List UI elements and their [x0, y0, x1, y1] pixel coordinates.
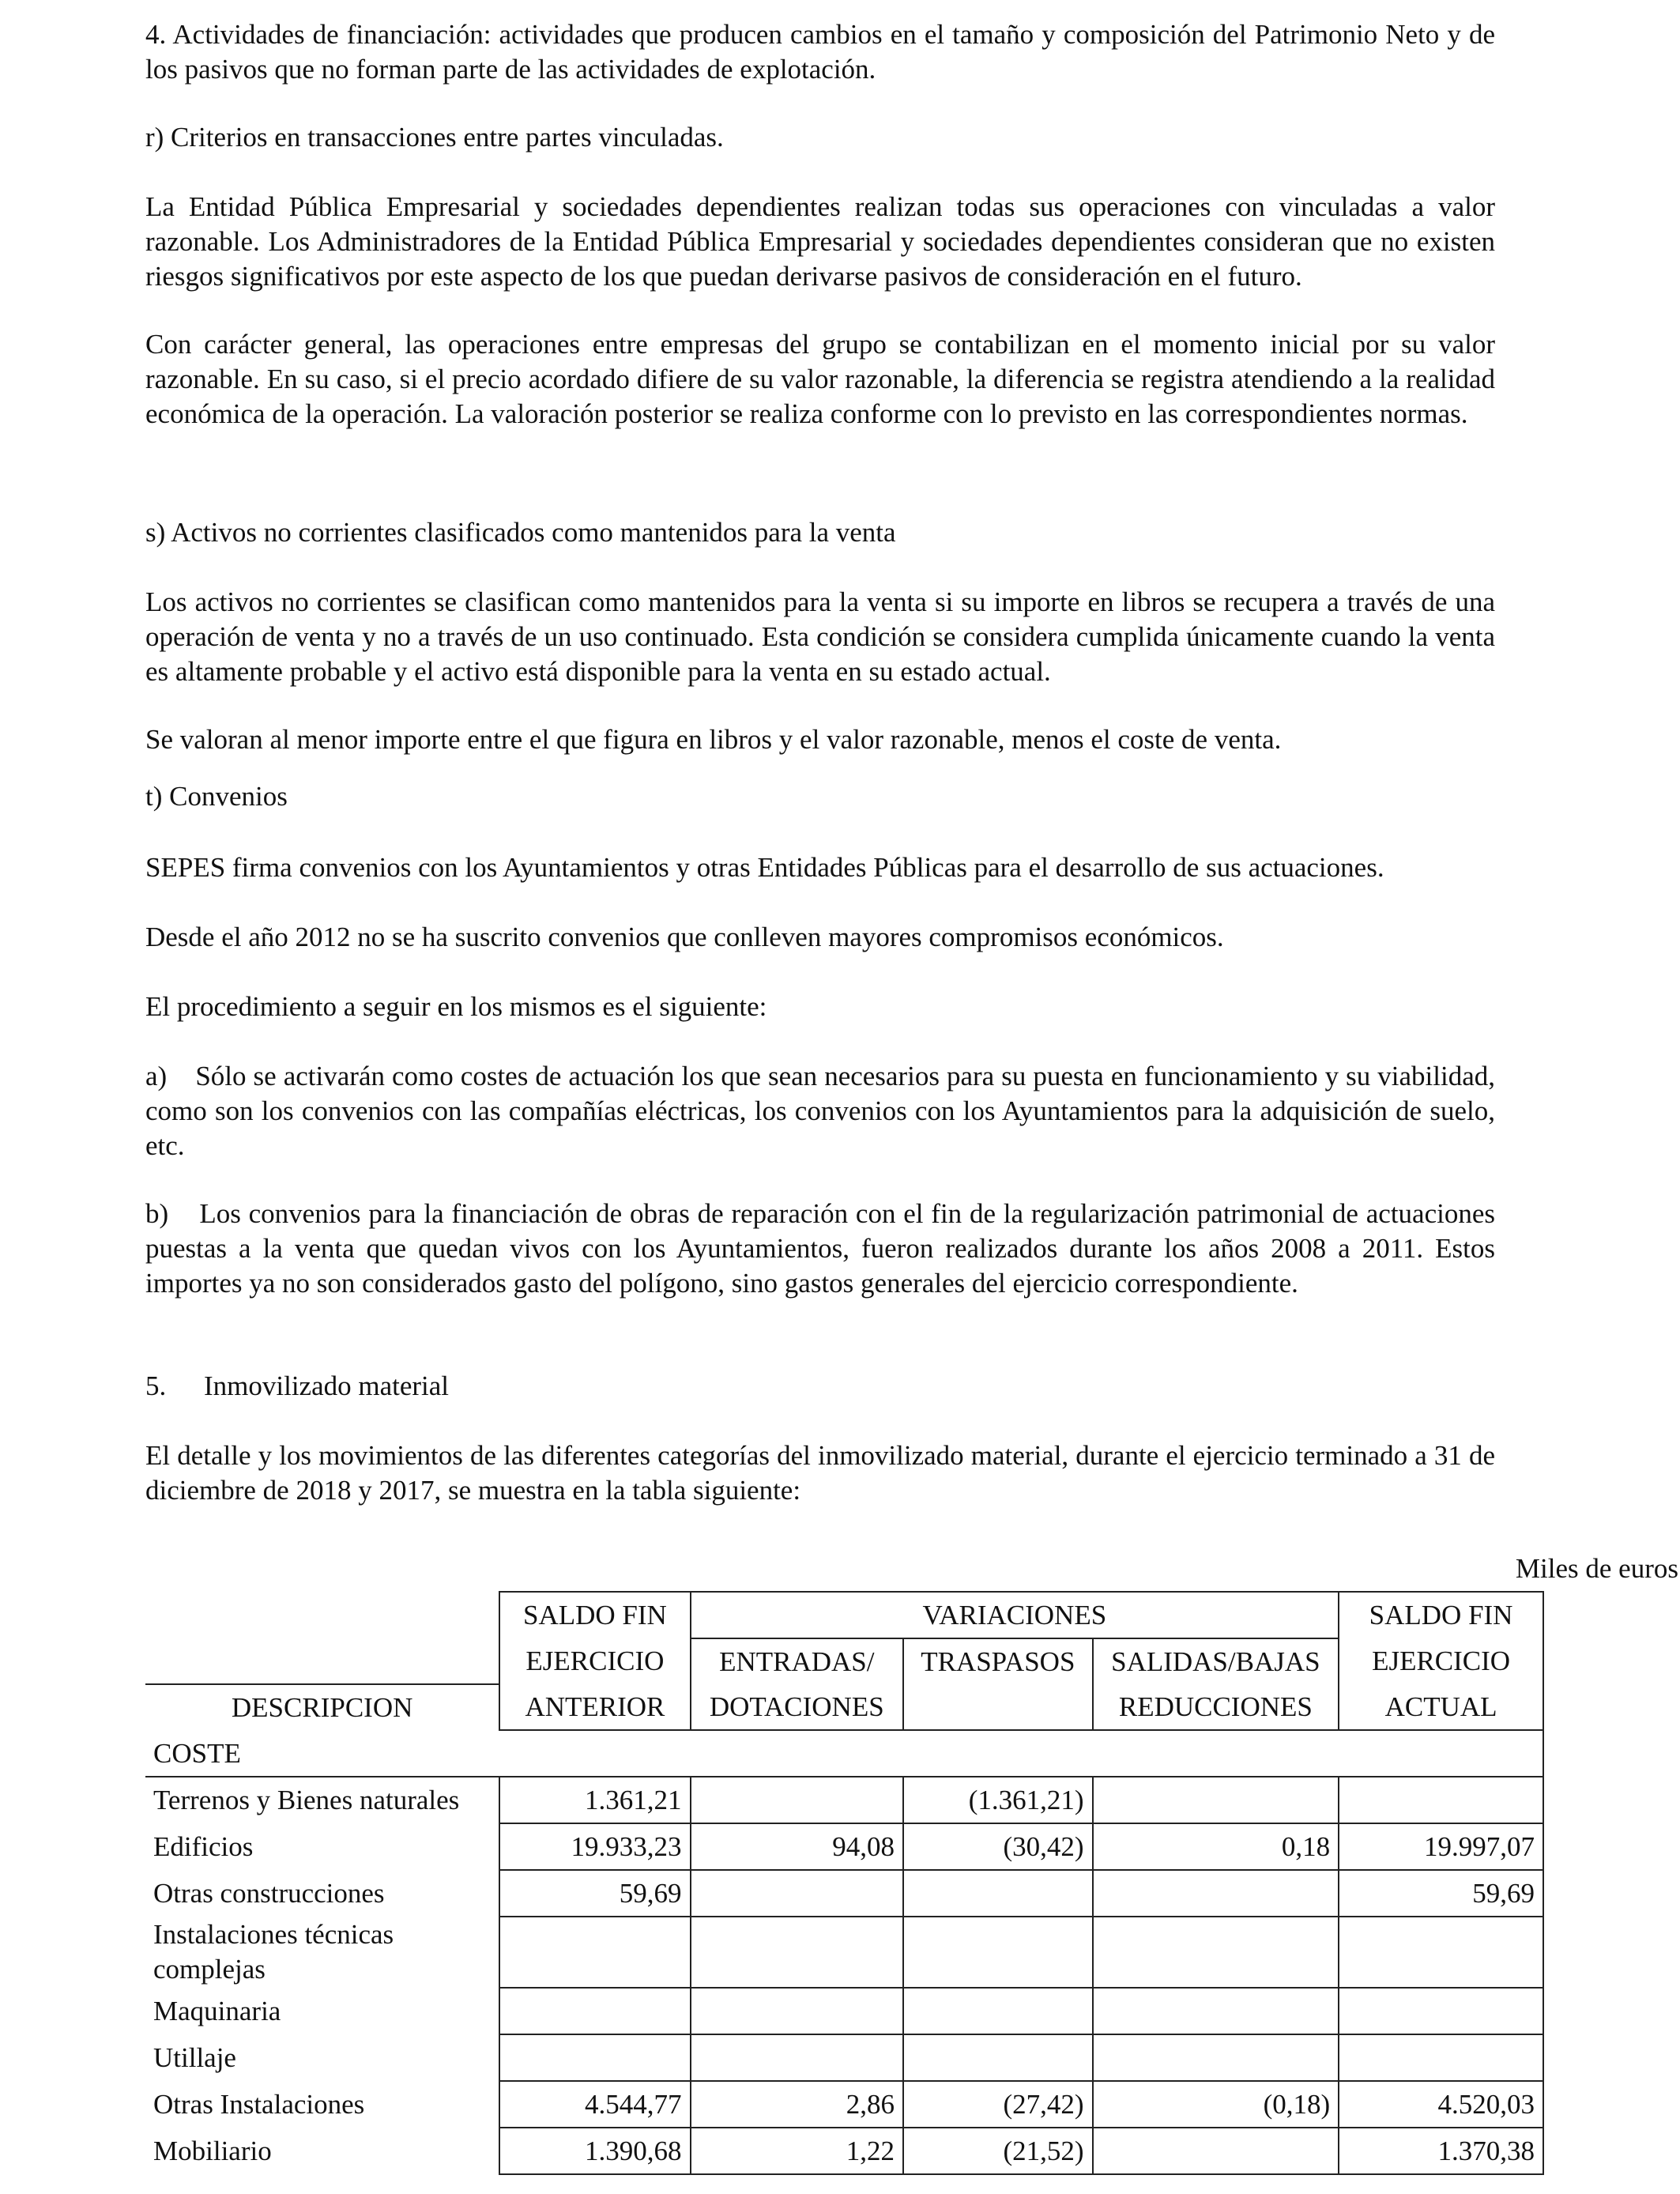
row-description: Utillaje — [153, 2041, 236, 2073]
header-saldo-actual-3: ACTUAL — [1339, 1684, 1543, 1730]
cell-entradas — [691, 2034, 904, 2081]
cell-actual: 19.997,07 — [1339, 1823, 1543, 1870]
table-header-row-1 — [145, 1592, 1543, 1638]
cell-actual — [1339, 1917, 1543, 1988]
units-label: Miles de euros — [1515, 1553, 1678, 1584]
row-description: Terrenos y Bienes naturales — [153, 1785, 460, 1815]
row-description: Otras Instalaciones — [153, 2088, 365, 2120]
table-row — [145, 1777, 1543, 1823]
cell-entradas — [691, 1917, 904, 1988]
list-item-a — [145, 1059, 1495, 1163]
table-row — [145, 1823, 1543, 1870]
cell-traspasos — [903, 1870, 1093, 1917]
cell-salidas — [1093, 1917, 1339, 1988]
table-header-row-3 — [145, 1684, 1543, 1730]
cell-entradas: 1,22 — [691, 2128, 904, 2174]
row-description: Mobiliario — [153, 2135, 272, 2166]
cell-salidas — [1093, 1988, 1339, 2034]
header-traspasos: TRASPASOS — [903, 1638, 1093, 1684]
header-salidas-1: SALIDAS/BAJAS — [1111, 1646, 1320, 1677]
row-description: Otras construcciones — [153, 1877, 385, 1909]
cell-anterior: 19.933,23 — [499, 1823, 690, 1870]
row-description: Instalaciones técnicas complejas — [153, 1919, 394, 1985]
paragraph-table-intro: El detalle y los movimientos de las diferentes categorías del inmovilizado material, durante el ejercicio terminado a 31 de diciembre de 2018 y 2017, se muestra en la tabla siguiente: — [145, 1440, 1495, 1506]
header-variaciones: VARIACIONES — [691, 1592, 1339, 1638]
section-label-coste: COSTE — [145, 1730, 1543, 1777]
section-title: Inmovilizado material — [204, 1370, 450, 1401]
heading-related-parties: r) Criterios en transacciones entre partes vinculadas. — [145, 122, 724, 153]
paragraph-group-operations: Con carácter general, las operaciones entre empresas del grupo se contabilizan en el momento inicial por su valor razonable. En su caso, si el precio acordado difiere de su valor razonable, la diferencia se registra atendiendo a la realidad económica de la operación. La valoración posterior se realiza conforme con lo previsto en las correspondientes normas. — [145, 329, 1495, 429]
cell-traspasos: (1.361,21) — [903, 1777, 1093, 1823]
list-item-a-text: Sólo se activarán como costes de actuación los que sean necesarios para su puesta en funcionamiento y su viabilidad, como son los convenios con las compañías eléctricas, los convenios con los Ayuntamientos para la adquisición de suelo, etc. — [145, 1061, 1495, 1161]
list-item-b-label: b) — [145, 1198, 169, 1229]
cell-actual — [1339, 1777, 1543, 1823]
cell-anterior — [499, 1988, 690, 2034]
cell-entradas: 94,08 — [691, 1823, 904, 1870]
paragraph-procedure: El procedimiento a seguir en los mismos es el siguiente: — [145, 991, 767, 1022]
cell-traspasos: (30,42) — [903, 1823, 1093, 1870]
table-section-row — [145, 1730, 1543, 1777]
cell-anterior — [499, 2034, 690, 2081]
paragraph-since-2012: Desde el año 2012 no se ha suscrito convenios que conlleven mayores compromisos económicos. — [145, 922, 1224, 952]
fixed-assets-table — [145, 1591, 1544, 2175]
paragraph-financing-activities: 4. Actividades de financiación: actividades que producen cambios en el tamaño y composición del Patrimonio Neto y de los pasivos que no forman parte de las actividades de explotación. — [145, 19, 1495, 85]
table-row — [145, 1988, 1543, 2034]
list-item-a-label: a) — [145, 1061, 168, 1091]
section-heading-5 — [145, 1369, 1495, 1404]
header-entradas-1: ENTRADAS/ — [719, 1646, 875, 1677]
cell-anterior: 4.544,77 — [499, 2081, 690, 2128]
table-row — [145, 1917, 1543, 1988]
header-saldo-actual-2: EJERCICIO — [1339, 1638, 1543, 1684]
table-row — [145, 2128, 1543, 2174]
header-salidas-2: REDUCCIONES — [1093, 1684, 1339, 1730]
cell-salidas — [1093, 2034, 1339, 2081]
cell-salidas — [1093, 1870, 1339, 1917]
cell-entradas: 2,86 — [691, 2081, 904, 2128]
cell-salidas: 0,18 — [1093, 1823, 1339, 1870]
cell-traspasos — [903, 2034, 1093, 2081]
cell-actual — [1339, 1988, 1543, 2034]
cell-salidas — [1093, 1777, 1339, 1823]
cell-traspasos: (21,52) — [903, 2128, 1093, 2174]
cell-salidas — [1093, 2128, 1339, 2174]
cell-entradas — [691, 1870, 904, 1917]
header-descripcion: DESCRIPCION — [231, 1691, 413, 1723]
table-row — [145, 2034, 1543, 2081]
paragraph-related-parties: La Entidad Pública Empresarial y sociedades dependientes realizan todas sus operaciones con vinculadas a valor razonable. Los Administradores de la Entidad Pública Empresarial y sociedades dependientes consideran que no existen riesgos significativos por este aspecto de los que puedan derivarse pasivos de consideración en el futuro. — [145, 191, 1495, 292]
cell-traspasos: (27,42) — [903, 2081, 1093, 2128]
heading-agreements: t) Convenios — [145, 781, 288, 812]
cell-anterior — [499, 1917, 690, 1988]
cell-entradas — [691, 1777, 904, 1823]
cell-entradas — [691, 1988, 904, 2034]
cell-anterior: 1.390,68 — [499, 2128, 690, 2174]
paragraph-non-current-assets: Los activos no corrientes se clasifican como mantenidos para la venta si su importe en libros se recupera a través de una operación de venta y no a través de un uso continuado. Esta condición se considera cumplida únicamente cuando la venta es altamente probable y el activo está disponible para la venta en su estado actual. — [145, 586, 1495, 687]
cell-anterior: 1.361,21 — [499, 1777, 690, 1823]
table-header-row-2 — [145, 1638, 1543, 1684]
paragraph-sepes-agreements: SEPES firma convenios con los Ayuntamientos y otras Entidades Públicas para el desarrollo de sus actuaciones. — [145, 852, 1384, 883]
cell-actual: 4.520,03 — [1339, 2081, 1543, 2128]
heading-non-current-assets: s) Activos no corrientes clasificados como mantenidos para la venta — [145, 517, 896, 548]
cell-traspasos — [903, 1917, 1093, 1988]
table-row — [145, 2081, 1543, 2128]
header-saldo-anterior-1: SALDO FIN — [499, 1592, 690, 1638]
cell-actual: 1.370,38 — [1339, 2128, 1543, 2174]
row-description: Edificios — [153, 1830, 254, 1862]
cell-salidas: (0,18) — [1093, 2081, 1339, 2128]
paragraph-valuation: Se valoran al menor importe entre el que figura en libros y el valor razonable, menos el coste de venta. — [145, 724, 1282, 755]
header-saldo-actual-1: SALDO FIN — [1339, 1592, 1543, 1638]
list-item-b — [145, 1197, 1495, 1301]
cell-anterior: 59,69 — [499, 1870, 690, 1917]
header-saldo-anterior-2: EJERCICIO — [499, 1638, 690, 1684]
cell-actual: 59,69 — [1339, 1870, 1543, 1917]
header-saldo-anterior-3: ANTERIOR — [499, 1684, 690, 1730]
header-entradas-2: DOTACIONES — [691, 1684, 904, 1730]
cell-traspasos — [903, 1988, 1093, 2034]
section-number: 5. — [145, 1370, 167, 1401]
row-description: Maquinaria — [153, 1995, 281, 2026]
table-row — [145, 1870, 1543, 1917]
list-item-b-text: Los convenios para la financiación de obras de reparación con el fin de la regularización patrimonial de actuaciones puestas a la venta que quedan vivos con los Ayuntamientos, fueron realizados durante los años 2008 a 2011. Estos importes ya no son considerados gasto del polígono, sino gastos generales del ejercicio correspondiente. — [145, 1198, 1496, 1299]
cell-actual — [1339, 2034, 1543, 2081]
